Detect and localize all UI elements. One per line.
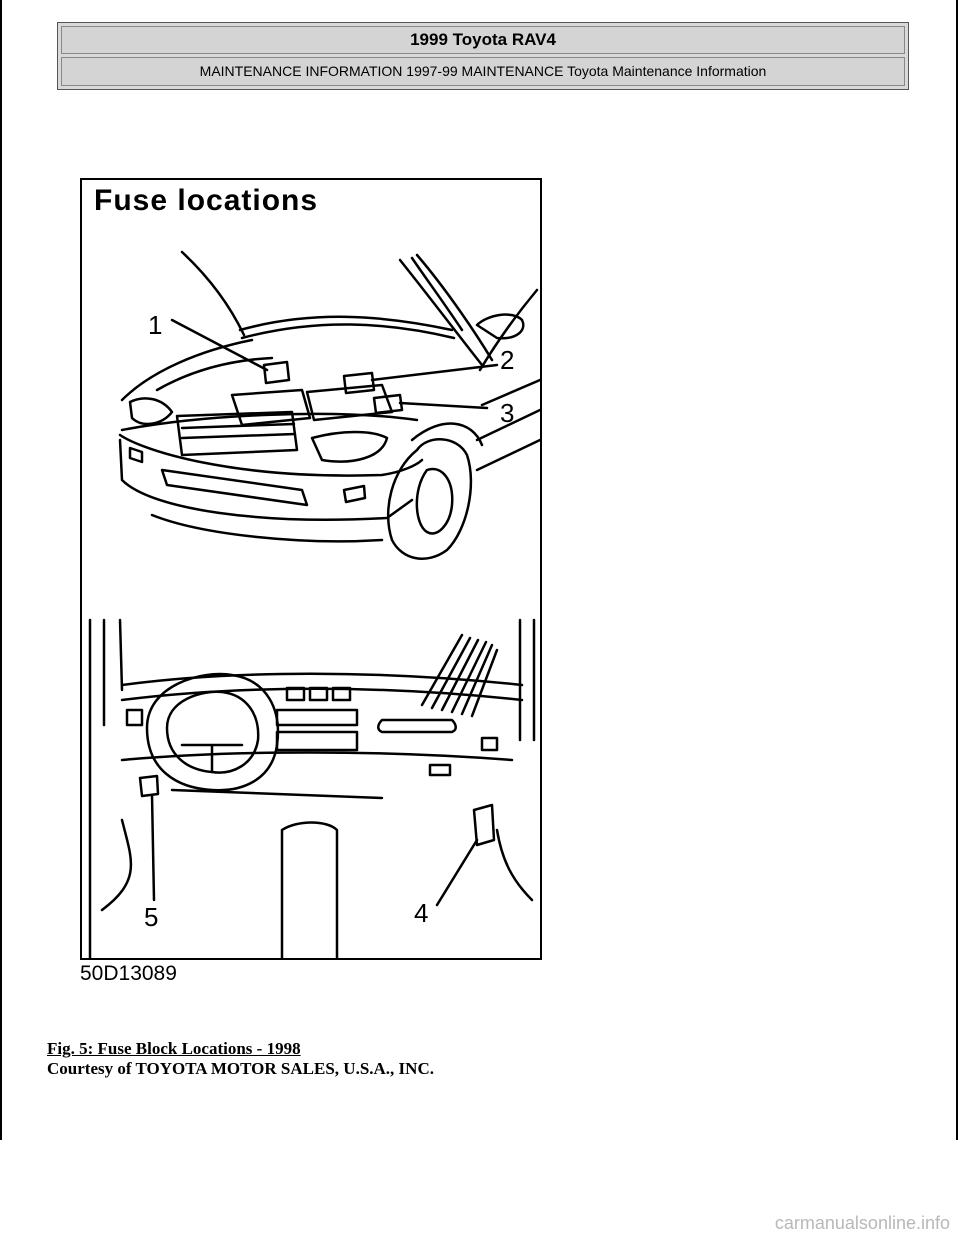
fog-light-right — [344, 486, 365, 502]
callout-label-5: 5 — [144, 902, 159, 932]
fuse-locations-figure — [80, 178, 542, 960]
fuse-box-1 — [264, 362, 289, 383]
windshield-frame-2 — [417, 255, 492, 360]
left-vent — [127, 710, 142, 725]
fuse-box-2 — [344, 373, 374, 393]
caption-title[interactable]: Fig. 5: Fuse Block Locations - 1998 — [47, 1039, 301, 1058]
right-vent — [482, 738, 497, 750]
engine-block — [232, 390, 310, 425]
hood-left-edge — [182, 252, 244, 335]
document-title: 1999 Toyota RAV4 — [61, 26, 905, 54]
fuse-panel-5 — [140, 776, 158, 796]
cowl-line-2 — [242, 324, 454, 338]
radio-panel — [277, 710, 357, 725]
floor-left — [102, 820, 131, 910]
windshield-frame — [400, 260, 482, 365]
headlight-right — [312, 432, 387, 462]
front-wheel-inner — [417, 469, 452, 533]
front-wheel-outer — [388, 439, 471, 558]
callout-label-1: 1 — [148, 310, 163, 340]
left-window-pillar-3 — [120, 620, 122, 690]
grille-lines — [182, 424, 295, 438]
callout-line-4 — [437, 840, 477, 905]
center-console — [282, 823, 337, 959]
headlight-left — [130, 398, 172, 424]
callout-line-5 — [152, 795, 154, 900]
callout-line-2 — [372, 365, 497, 380]
carpet-hatch — [172, 790, 382, 798]
figure-caption — [47, 1039, 434, 1079]
callout-label-2: 2 — [500, 345, 515, 375]
callout-label-3: 3 — [500, 398, 515, 428]
caption-credit: Courtesy of TOYOTA MOTOR SALES, U.S.A., INC. — [47, 1059, 434, 1078]
callout-label-4: 4 — [414, 898, 429, 928]
radio-panel-2 — [277, 732, 357, 750]
hood-right-edge — [412, 258, 462, 330]
wheel-arch — [412, 424, 482, 445]
figure-code: 50D13089 — [80, 962, 177, 985]
fender-left — [122, 340, 252, 400]
bumper-slot — [162, 470, 307, 505]
dash-top — [122, 674, 522, 685]
windshield-hatch — [422, 635, 497, 716]
figure-title: Fuse locations — [94, 184, 319, 217]
document-subtitle: MAINTENANCE INFORMATION 1997-99 MAINTENANCE Toyota Maintenance Information — [61, 57, 905, 86]
glovebox-slot — [378, 720, 456, 732]
glovebox-handle — [430, 765, 450, 775]
fuse-diagram-illustration — [82, 180, 540, 958]
document-header — [57, 22, 909, 90]
watermark: carmanualsonline.info — [774, 1213, 950, 1233]
floor-right — [497, 830, 532, 900]
fog-light-left — [130, 448, 142, 462]
callout-line-3 — [400, 403, 487, 408]
rocker-line — [477, 440, 540, 470]
